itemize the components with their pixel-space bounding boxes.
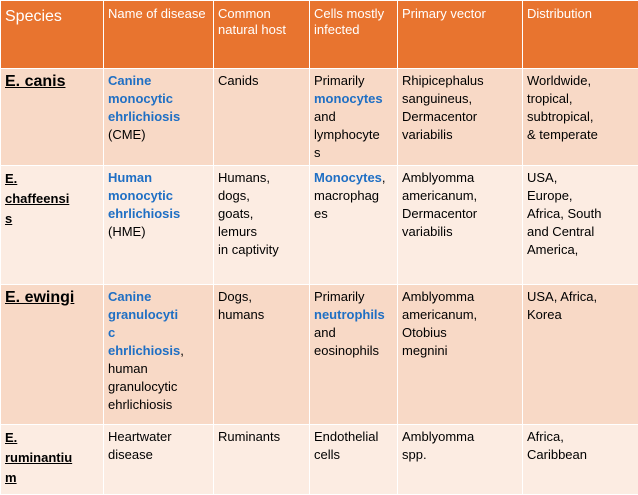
vector-text: variabilis [402, 126, 518, 144]
cells-text: es [314, 205, 393, 223]
distribution-text: Caribbean [527, 446, 634, 464]
disease-highlight: Canine [108, 288, 209, 306]
table-row [1, 166, 638, 285]
disease-text: (CME) [108, 126, 209, 144]
table-row [1, 69, 638, 166]
disease-highlight: monocytic [108, 90, 209, 108]
disease-cell [104, 69, 214, 166]
species-text: s [5, 209, 99, 229]
distribution-cell [523, 285, 638, 425]
header-distribution: Distribution [523, 1, 638, 69]
disease-highlight: ehrlichiosis [108, 205, 209, 223]
cells-highlight: Monocytes [314, 170, 382, 185]
distribution-text: USA, [527, 169, 634, 187]
species-text: chaffeensi [5, 189, 99, 209]
disease-highlight: Canine [108, 72, 209, 90]
vector-cell [398, 425, 523, 495]
vector-cell [398, 166, 523, 285]
disease-text: human [108, 360, 209, 378]
host-cell [214, 166, 310, 285]
host-text: Ruminants [218, 428, 305, 446]
cells-highlight: neutrophils [314, 306, 393, 324]
distribution-text: subtropical, [527, 108, 634, 126]
host-cell [214, 285, 310, 425]
host-text: humans [218, 306, 305, 324]
cells-text: cells [314, 446, 393, 464]
vector-text: americanum, [402, 187, 518, 205]
header-vector: Primary vector [398, 1, 523, 69]
host-text: in captivity [218, 241, 305, 259]
distribution-text: USA, Africa, [527, 288, 634, 306]
vector-text: variabilis [402, 223, 518, 241]
header-row [1, 1, 638, 69]
distribution-text: Europe, [527, 187, 634, 205]
header-species: Species [1, 1, 104, 69]
disease-text: Heartwater [108, 428, 209, 446]
disease-highlight: ehrlichiosis [108, 108, 209, 126]
disease-text: ehrlichiosis [108, 396, 209, 414]
distribution-text: tropical, [527, 90, 634, 108]
disease-text: , [180, 343, 184, 358]
disease-cell [104, 425, 214, 495]
disease-text: disease [108, 446, 209, 464]
cells-text: and [314, 324, 393, 342]
vector-text: megnini [402, 342, 518, 360]
species-cell: E. canis [1, 69, 104, 166]
host-text: Dogs, [218, 288, 305, 306]
distribution-text: & temperate [527, 126, 634, 144]
host-cell [214, 425, 310, 495]
host-text: lemurs [218, 223, 305, 241]
distribution-cell [523, 69, 638, 166]
species-text: m [5, 468, 99, 488]
disease-highlight: Human [108, 169, 209, 187]
host-text: Humans, [218, 169, 305, 187]
vector-text: Amblyomma [402, 428, 518, 446]
species-text: ruminantiu [5, 448, 99, 468]
distribution-text: Worldwide, [527, 72, 634, 90]
disease-highlight: granulocyti [108, 306, 209, 324]
host-text: Canids [218, 72, 305, 90]
distribution-text: and Central [527, 223, 634, 241]
header-cells: Cells mostly infected [310, 1, 398, 69]
species-cell [1, 166, 104, 285]
cells-cell [310, 425, 398, 495]
species-text: E. [5, 169, 99, 189]
cells-text: and [314, 108, 393, 126]
cells-text: Primarily [314, 288, 393, 306]
vector-text: spp. [402, 446, 518, 464]
cells-text: , [382, 170, 386, 185]
disease-highlight: c [108, 324, 209, 342]
cells-cell [310, 285, 398, 425]
cells-highlight: monocytes [314, 90, 393, 108]
cells-text: eosinophils [314, 342, 393, 360]
disease-highlight: ehrlichiosis [108, 343, 180, 358]
cells-text: macrophag [314, 187, 393, 205]
vector-text: Rhipicephalus [402, 72, 518, 90]
disease-cell [104, 166, 214, 285]
species-text: E. [5, 428, 99, 448]
table-row [1, 285, 638, 425]
distribution-text: America, [527, 241, 634, 259]
vector-text: Amblyomma [402, 288, 518, 306]
cells-cell [310, 166, 398, 285]
cells-text: lymphocyte [314, 126, 393, 144]
disease-highlight: monocytic [108, 187, 209, 205]
table-row [1, 425, 638, 495]
vector-text: sanguineus, [402, 90, 518, 108]
disease-cell [104, 285, 214, 425]
vector-text: Amblyomma [402, 169, 518, 187]
host-cell [214, 69, 310, 166]
cells-text: Endothelial [314, 428, 393, 446]
cells-cell [310, 69, 398, 166]
distribution-text: Korea [527, 306, 634, 324]
cells-text: Primarily [314, 72, 393, 90]
distribution-cell [523, 425, 638, 495]
species-cell [1, 425, 104, 495]
distribution-text: Africa, South [527, 205, 634, 223]
header-host: Common natural host [214, 1, 310, 69]
header-disease: Name of disease [104, 1, 214, 69]
species-cell: E. ewingi [1, 285, 104, 425]
distribution-text: Africa, [527, 428, 634, 446]
disease-text: granulocytic [108, 378, 209, 396]
vector-text: Dermacentor [402, 205, 518, 223]
vector-text: Otobius [402, 324, 518, 342]
vector-cell [398, 285, 523, 425]
vector-text: Dermacentor [402, 108, 518, 126]
host-text: dogs, [218, 187, 305, 205]
host-text: goats, [218, 205, 305, 223]
cells-text: s [314, 144, 393, 162]
distribution-cell [523, 166, 638, 285]
vector-text: americanum, [402, 306, 518, 324]
disease-text: (HME) [108, 223, 209, 241]
vector-cell [398, 69, 523, 166]
